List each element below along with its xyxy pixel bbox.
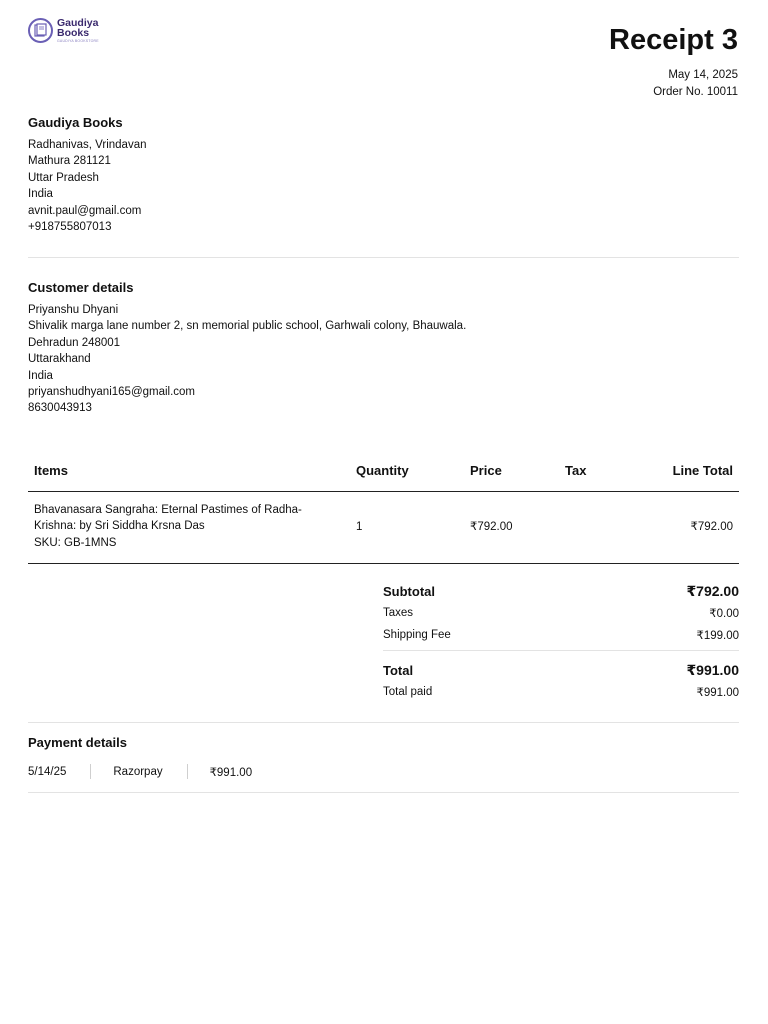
brand-name: Gaudiya Books [57, 17, 99, 39]
customer-email: priyanshudhyani165@gmail.com [28, 386, 196, 399]
items-table [28, 452, 739, 564]
receipt-date: May 14, 2025 [668, 69, 738, 81]
item-price: ₹792.00 [470, 521, 513, 533]
summary-divider [383, 650, 739, 651]
shipping-label: Shipping Fee [383, 629, 451, 641]
customer-state-line: Uttarakhand [28, 353, 91, 366]
store-address-line: Radhanivas, Vrindavan [28, 139, 147, 151]
item-quantity: 1 [356, 521, 363, 533]
order-number: Order No. 10011 [653, 85, 738, 98]
store-phone: +918755807013 [28, 221, 112, 234]
book-icon [28, 18, 53, 43]
payment-method: Razorpay [113, 765, 163, 778]
total-value: ₹991.00 [686, 661, 739, 678]
taxes-row [383, 602, 739, 624]
item-sku: SKU: GB-1MNS [34, 536, 117, 549]
table-header [28, 452, 739, 492]
header-line-total: Line Total [672, 463, 733, 478]
customer-city-line: Dehradun 248001 [28, 336, 121, 349]
brand-tagline: GAUDIYA BOOKSTORE [57, 39, 99, 43]
customer-details [28, 280, 466, 417]
payment-separator [187, 764, 188, 779]
subtotal-row [383, 580, 739, 602]
brand-logo [28, 18, 107, 44]
totals-summary [383, 580, 739, 703]
payment-title: Payment details [28, 735, 127, 750]
payment-details [28, 735, 739, 779]
header-tax: Tax [565, 463, 587, 478]
total-paid-value: ₹991.00 [696, 687, 739, 699]
item-description [34, 502, 302, 551]
store-email: avnit.paul@gmail.com [28, 204, 142, 217]
customer-phone: 8630043913 [28, 402, 92, 415]
header-price: Price [470, 463, 502, 478]
divider [28, 257, 739, 258]
store-details [28, 115, 146, 235]
store-state-line: Uttar Pradesh [28, 171, 99, 184]
total-paid-row [383, 681, 739, 703]
store-city-line: Mathura 281121 [28, 155, 111, 168]
store-country-line: India [28, 188, 53, 201]
item-line-total: ₹792.00 [690, 521, 733, 533]
taxes-value: ₹0.00 [709, 608, 739, 620]
taxes-label: Taxes [383, 607, 414, 619]
subtotal-label: Subtotal [383, 583, 435, 599]
payment-date: 5/14/25 [28, 765, 67, 778]
receipt-meta [653, 67, 738, 100]
table-row [28, 492, 739, 564]
total-label: Total [383, 662, 414, 678]
header-quantity: Quantity [356, 463, 409, 478]
payment-row [28, 764, 739, 779]
receipt-title: Receipt 3 [609, 24, 738, 56]
header-items: Items [34, 463, 68, 478]
subtotal-value: ₹792.00 [686, 582, 739, 599]
customer-address-line: Shivalik marga lane number 2, sn memorial public school, Garhwali colony, Bhauwala. [28, 320, 467, 333]
store-title: Gaudiya Books [28, 115, 123, 130]
payment-separator [90, 764, 91, 779]
total-paid-label: Total paid [383, 686, 433, 698]
shipping-value: ₹199.00 [696, 630, 739, 642]
item-name-line: Bhavanasara Sangraha: Eternal Pastimes of Radha- [34, 504, 302, 516]
customer-title: Customer details [28, 280, 134, 295]
divider [28, 792, 739, 793]
item-name-line: Krishna: by Sri Siddha Krsna Das [34, 520, 205, 533]
divider [28, 722, 739, 723]
customer-country-line: India [28, 369, 53, 382]
total-row [383, 659, 739, 681]
payment-amount: ₹991.00 [209, 766, 253, 779]
shipping-row [383, 624, 739, 646]
customer-name: Priyanshu Dhyani [28, 304, 119, 316]
